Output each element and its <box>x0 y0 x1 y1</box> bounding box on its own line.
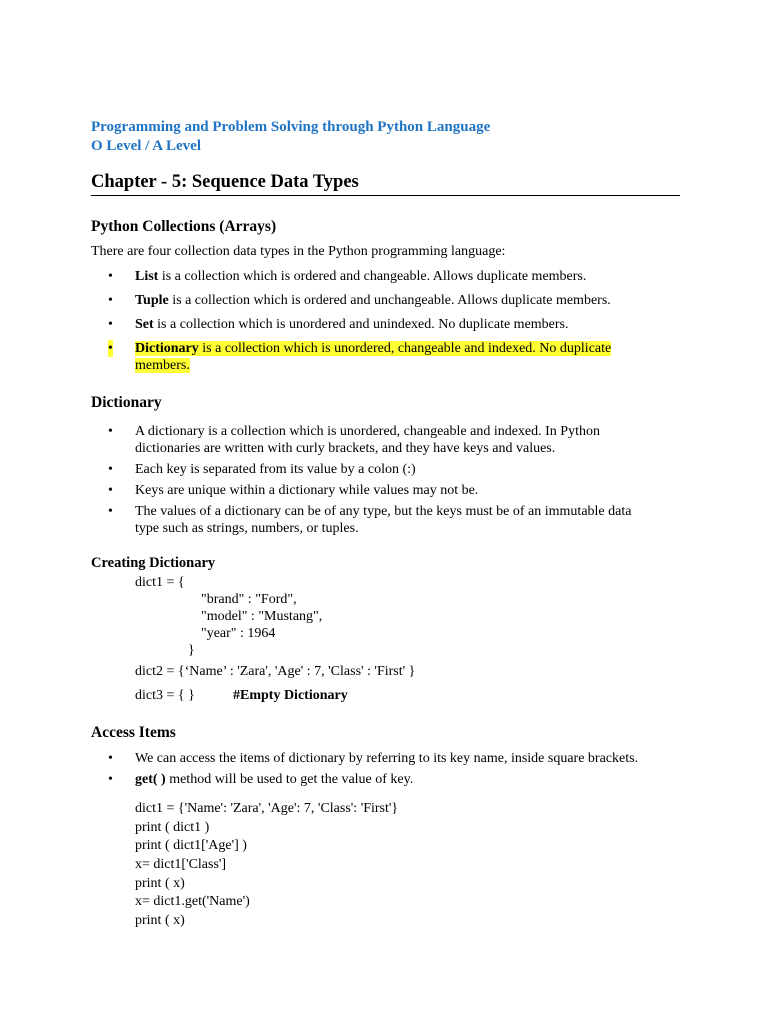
course-title: Programming and Problem Solving through Python Language <box>91 119 491 135</box>
list-item <box>108 423 705 457</box>
code-line: "brand" : "Ford", <box>201 592 297 607</box>
collections-intro: There are four collection data types in the Python programming language: <box>91 244 506 259</box>
code-line: dict2 = {‘Name’ : 'Zara', 'Age' : 7, 'Class' : 'First' } <box>135 664 416 679</box>
code-line: print ( x) <box>135 876 185 891</box>
chapter-title: Chapter - 5: Sequence Data Types <box>91 172 359 192</box>
code-line: dict1 = { <box>135 575 185 590</box>
access-heading: Access Items <box>91 724 176 741</box>
code-line: } <box>188 643 195 658</box>
description: is a collection which is unordered, changeable and indexed. No duplicate <box>198 341 612 356</box>
description: We can access the items of dictionary by referring to its key name, inside square brackets. <box>135 751 639 766</box>
creating-heading: Creating Dictionary <box>91 555 216 571</box>
description-continued: members. <box>135 358 190 373</box>
bullet-icon: • <box>108 317 113 332</box>
description: Each key is separated from its value by a colon (:) <box>135 462 416 477</box>
bullet-icon: • <box>108 751 113 766</box>
code-line: x= dict1.get('Name') <box>135 894 250 909</box>
term: Tuple <box>135 293 169 308</box>
code-line: "model" : "Mustang", <box>201 609 323 624</box>
list-item <box>108 292 705 309</box>
term: Dictionary <box>135 341 199 356</box>
description: is a collection which is ordered and changeable. Allows duplicate members. <box>158 269 587 284</box>
term: get( ) <box>135 772 166 787</box>
course-level: O Level / A Level <box>91 138 201 154</box>
description: A dictionary is a collection which is unordered, changeable and indexed. In Python <box>135 424 600 439</box>
description: is a collection which is unordered and unindexed. No duplicate members. <box>153 317 569 332</box>
code-line: print ( dict1['Age'] ) <box>135 838 247 853</box>
list-item <box>108 750 705 767</box>
bullet-icon: • <box>108 772 113 787</box>
description: The values of a dictionary can be of any type, but the keys must be of an immutable data <box>135 504 632 519</box>
list-item <box>108 316 705 333</box>
collections-heading: Python Collections (Arrays) <box>91 218 277 235</box>
description-continued: dictionaries are written with curly brackets, and they have keys and values. <box>135 441 556 456</box>
bullet-icon: • <box>108 483 113 498</box>
term: Set <box>135 317 154 332</box>
code-line: "year" : 1964 <box>201 626 276 641</box>
code-comment: #Empty Dictionary <box>233 688 348 703</box>
description: is a collection which is ordered and unchangeable. Allows duplicate members. <box>168 293 611 308</box>
code-line: dict1 = {'Name': 'Zara', 'Age': 7, 'Class': 'First'} <box>135 801 399 816</box>
description: method will be used to get the value of key. <box>165 772 414 787</box>
term: List <box>135 269 159 284</box>
list-item <box>108 268 705 285</box>
code-line: dict3 = { } <box>135 688 195 703</box>
list-item <box>108 461 705 478</box>
bullet-icon: • <box>108 269 113 284</box>
dictionary-heading: Dictionary <box>91 394 162 411</box>
code-line: print ( dict1 ) <box>135 820 210 835</box>
bullet-icon: • <box>108 341 113 356</box>
title-divider <box>91 195 680 196</box>
list-item <box>108 482 705 499</box>
list-item-highlighted <box>108 340 705 374</box>
description-continued: type such as strings, numbers, or tuples. <box>135 521 359 536</box>
list-item <box>108 503 705 537</box>
description: Keys are unique within a dictionary while values may not be. <box>135 483 479 498</box>
bullet-icon: • <box>108 424 113 439</box>
bullet-icon: • <box>108 293 113 308</box>
code-line: print ( x) <box>135 913 185 928</box>
bullet-icon: • <box>108 504 113 519</box>
code-line: x= dict1['Class'] <box>135 857 227 872</box>
list-item <box>108 771 705 788</box>
bullet-icon: • <box>108 462 113 477</box>
